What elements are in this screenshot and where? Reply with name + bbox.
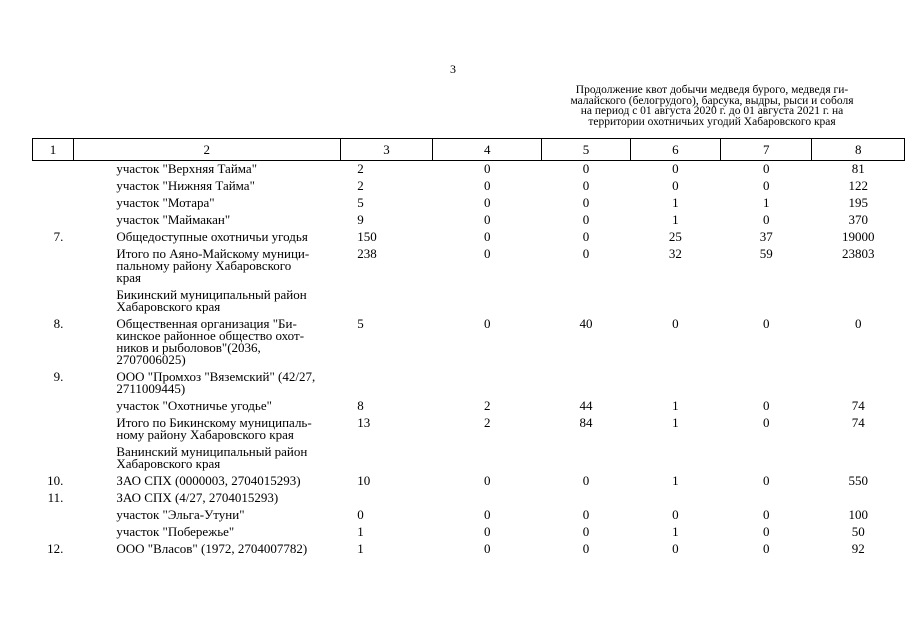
value-col-8: 19000 xyxy=(841,229,875,244)
value-col-8: 100 xyxy=(848,507,868,522)
value-col-8 xyxy=(812,444,905,473)
value-col-8: 74 xyxy=(851,415,865,430)
value-col-3: 10 xyxy=(357,473,371,488)
row-name xyxy=(73,287,340,316)
row-name xyxy=(73,229,340,246)
value-col-4 xyxy=(433,369,542,398)
value-col-8 xyxy=(812,490,905,507)
row-name-line: ЗАО СПХ (0000003, 2704015293) xyxy=(116,473,301,488)
value-col-5: 0 xyxy=(582,195,590,210)
row-name-line: ЗАО СПХ (4/27, 2704015293) xyxy=(116,490,279,505)
caption-line: малайского (белогрудого), барсука, выдры, рыси и соболя xyxy=(570,94,854,107)
row-name-line: участок "Охотничье угодье" xyxy=(116,398,272,413)
value-col-7: 1 xyxy=(763,195,770,210)
table-row xyxy=(33,229,905,246)
value-col-7: 0 xyxy=(763,178,770,193)
column-header-1: 1 xyxy=(33,139,74,161)
value-col-8 xyxy=(812,369,905,398)
value-col-3: 2 xyxy=(357,161,364,176)
quota-table xyxy=(32,138,905,558)
value-col-7: 0 xyxy=(763,161,770,176)
value-col-4: 0 xyxy=(484,229,491,244)
row-name-line: Хабаровского края xyxy=(116,456,221,471)
value-col-7: 37 xyxy=(759,229,773,244)
row-name-line: пальному району Хабаровского xyxy=(116,258,292,273)
value-col-3: 9 xyxy=(357,212,364,227)
value-col-7 xyxy=(721,490,812,507)
table-row xyxy=(33,195,905,212)
row-name-line: Итого по Аяно-Майскому муници- xyxy=(116,246,310,261)
value-col-6: 1 xyxy=(672,212,679,227)
row-number xyxy=(33,398,74,415)
row-name-line: Хабаровского края xyxy=(116,299,221,314)
value-col-6: 1 xyxy=(672,195,679,210)
row-name-line: участок "Маймакан" xyxy=(116,212,231,227)
value-col-6 xyxy=(630,369,720,398)
value-col-4 xyxy=(433,444,542,473)
row-name-line: участок "Эльга-Утуни" xyxy=(116,507,245,522)
value-col-7: 0 xyxy=(763,398,770,413)
table-body xyxy=(33,161,905,559)
row-name xyxy=(73,398,340,415)
value-col-5: 0 xyxy=(582,541,590,556)
value-col-3: 1 xyxy=(357,541,364,556)
value-col-3 xyxy=(340,490,433,507)
value-col-5: 0 xyxy=(582,161,590,176)
value-col-6 xyxy=(630,287,720,316)
table-row xyxy=(33,246,905,287)
value-col-8 xyxy=(812,287,905,316)
value-col-5 xyxy=(542,369,630,398)
row-name-line: участок "Верхняя Тайма" xyxy=(116,161,258,176)
value-col-6: 0 xyxy=(672,541,679,556)
value-col-3 xyxy=(340,287,433,316)
row-name xyxy=(73,415,340,444)
header-row xyxy=(33,139,905,161)
value-col-8: 550 xyxy=(848,473,868,488)
value-col-7 xyxy=(721,444,812,473)
column-header-5: 5 xyxy=(542,139,630,161)
table-row xyxy=(33,490,905,507)
value-col-3 xyxy=(340,369,433,398)
value-col-7: 0 xyxy=(763,507,770,522)
value-col-8: 122 xyxy=(848,178,868,193)
value-col-5: 84 xyxy=(579,415,593,430)
row-name-line: участок "Мотара" xyxy=(116,195,215,210)
column-header-8: 8 xyxy=(812,139,905,161)
row-number: 7. xyxy=(53,229,64,244)
value-col-3: 8 xyxy=(357,398,364,413)
row-name xyxy=(73,246,340,287)
table-row xyxy=(33,212,905,229)
table-row xyxy=(33,398,905,415)
value-col-6: 0 xyxy=(672,161,679,176)
row-number: 11. xyxy=(47,490,64,505)
value-col-5: 0 xyxy=(582,178,590,193)
row-name xyxy=(73,178,340,195)
row-number xyxy=(33,178,74,195)
row-name-line: Бикинский муниципальный район xyxy=(116,287,307,302)
value-col-5: 0 xyxy=(582,524,590,539)
row-name-line: кинское районное общество охот- xyxy=(116,328,305,343)
value-col-4: 0 xyxy=(484,541,491,556)
row-number xyxy=(33,195,74,212)
value-col-7: 0 xyxy=(763,415,770,430)
row-name-line: края xyxy=(116,270,141,285)
value-col-6: 0 xyxy=(672,316,679,331)
value-col-8: 74 xyxy=(851,398,865,413)
caption-line: Продолжение квот добычи медведя бурого, медведя ги- xyxy=(575,84,849,96)
value-col-5: 0 xyxy=(582,246,590,261)
row-name-line: участок "Побережье" xyxy=(116,524,235,539)
value-col-3: 5 xyxy=(357,195,364,210)
value-col-3: 2 xyxy=(357,178,364,193)
value-col-4: 0 xyxy=(484,316,491,331)
value-col-4: 2 xyxy=(484,415,491,430)
value-col-4: 0 xyxy=(484,161,491,176)
row-name-line: Итого по Бикинскому муниципаль- xyxy=(116,415,312,430)
value-col-4: 2 xyxy=(484,398,491,413)
value-col-4: 0 xyxy=(484,473,491,488)
row-number xyxy=(33,246,74,287)
row-name-line: Общественная организация "Би- xyxy=(116,316,297,331)
row-name xyxy=(73,212,340,229)
value-col-8: 195 xyxy=(848,195,868,210)
value-col-8: 370 xyxy=(848,212,868,227)
value-col-4: 0 xyxy=(484,195,491,210)
row-name-line: 2711009445) xyxy=(116,381,186,396)
row-number: 10. xyxy=(47,473,64,488)
row-name-line: ному району Хабаровского края xyxy=(116,427,294,442)
row-name xyxy=(73,195,340,212)
value-col-5: 0 xyxy=(582,473,590,488)
value-col-4: 0 xyxy=(484,212,491,227)
value-col-6 xyxy=(630,490,720,507)
table-row xyxy=(33,369,905,398)
row-name xyxy=(73,369,340,398)
value-col-8: 92 xyxy=(851,541,865,556)
table-row xyxy=(33,507,905,524)
row-name-line: Ванинский муниципальный район xyxy=(116,444,308,459)
value-col-6 xyxy=(630,444,720,473)
table-row xyxy=(33,316,905,369)
column-header-2: 2 xyxy=(73,139,340,161)
row-name-line: ООО "Промхоз "Вяземский" (42/27, xyxy=(116,369,316,384)
value-col-5: 0 xyxy=(582,229,590,244)
value-col-5: 0 xyxy=(582,507,590,522)
value-col-3 xyxy=(340,444,433,473)
row-name xyxy=(73,316,340,369)
value-col-7: 59 xyxy=(759,246,773,261)
value-col-6: 32 xyxy=(668,246,682,261)
table-row xyxy=(33,473,905,490)
table-row xyxy=(33,541,905,558)
row-number xyxy=(33,287,74,316)
row-name xyxy=(73,524,340,541)
value-col-6: 1 xyxy=(672,524,679,539)
value-col-3: 5 xyxy=(357,316,364,331)
value-col-6: 1 xyxy=(672,415,679,430)
row-number: 12. xyxy=(47,541,64,556)
table-row xyxy=(33,287,905,316)
value-col-4 xyxy=(433,287,542,316)
table-row xyxy=(33,415,905,444)
row-name xyxy=(73,161,340,179)
value-col-6: 1 xyxy=(672,398,679,413)
page-number: 3 xyxy=(450,62,456,76)
row-name xyxy=(73,444,340,473)
value-col-5 xyxy=(542,287,630,316)
value-col-7: 0 xyxy=(763,541,770,556)
row-number xyxy=(33,161,74,179)
row-number xyxy=(33,444,74,473)
row-name-line: 2707006025) xyxy=(116,352,186,367)
row-name xyxy=(73,473,340,490)
table-row xyxy=(33,178,905,195)
value-col-4: 0 xyxy=(484,178,491,193)
value-col-3: 238 xyxy=(357,246,377,261)
column-header-3: 3 xyxy=(340,139,433,161)
row-name-line: ООО "Власов" (1972, 2704007782) xyxy=(116,541,308,556)
value-col-7 xyxy=(721,369,812,398)
value-col-4 xyxy=(433,490,542,507)
row-number: 9. xyxy=(53,369,64,384)
value-col-8: 23803 xyxy=(841,246,875,261)
value-col-4: 0 xyxy=(484,246,491,261)
row-number: 8. xyxy=(53,316,64,331)
row-number xyxy=(33,212,74,229)
value-col-3: 150 xyxy=(357,229,377,244)
value-col-7: 0 xyxy=(763,212,770,227)
value-col-8: 50 xyxy=(851,524,865,539)
column-header-7: 7 xyxy=(721,139,812,161)
value-col-3: 0 xyxy=(357,507,364,522)
value-col-5: 0 xyxy=(582,212,590,227)
value-col-6: 0 xyxy=(672,507,679,522)
value-col-8: 0 xyxy=(854,316,862,331)
value-col-6: 1 xyxy=(672,473,679,488)
row-name xyxy=(73,507,340,524)
value-col-4: 0 xyxy=(484,507,491,522)
column-header-4: 4 xyxy=(433,139,542,161)
value-col-8: 81 xyxy=(851,161,865,176)
value-col-5: 40 xyxy=(579,316,593,331)
value-col-6: 25 xyxy=(668,229,682,244)
value-col-7: 0 xyxy=(763,524,770,539)
table-row xyxy=(33,524,905,541)
table-row xyxy=(33,444,905,473)
row-number xyxy=(33,507,74,524)
row-name xyxy=(73,541,340,558)
row-number xyxy=(33,415,74,444)
row-name xyxy=(73,490,340,507)
row-name-line: ников и рыболовов"(2036, xyxy=(116,340,261,355)
caption-line: территории охотничьих угодий Хабаровского края xyxy=(588,115,836,128)
value-col-5 xyxy=(542,490,630,507)
column-header-6: 6 xyxy=(630,139,720,161)
value-col-7 xyxy=(721,287,812,316)
table-row xyxy=(33,161,905,179)
row-name-line: участок "Нижняя Тайма" xyxy=(116,178,255,193)
value-col-4: 0 xyxy=(484,524,491,539)
value-col-7: 0 xyxy=(763,316,770,331)
row-name-line: Общедоступные охотничьи угодья xyxy=(116,229,308,244)
value-col-7: 0 xyxy=(763,473,770,488)
caption-line: на период с 01 августа 2020 г. до 01 августа 2021 г. на xyxy=(580,105,844,118)
value-col-5: 44 xyxy=(579,398,593,413)
value-col-5 xyxy=(542,444,630,473)
table-caption xyxy=(544,85,880,127)
value-col-3: 1 xyxy=(357,524,364,539)
value-col-6: 0 xyxy=(672,178,679,193)
row-number xyxy=(33,524,74,541)
value-col-3: 13 xyxy=(357,415,371,430)
